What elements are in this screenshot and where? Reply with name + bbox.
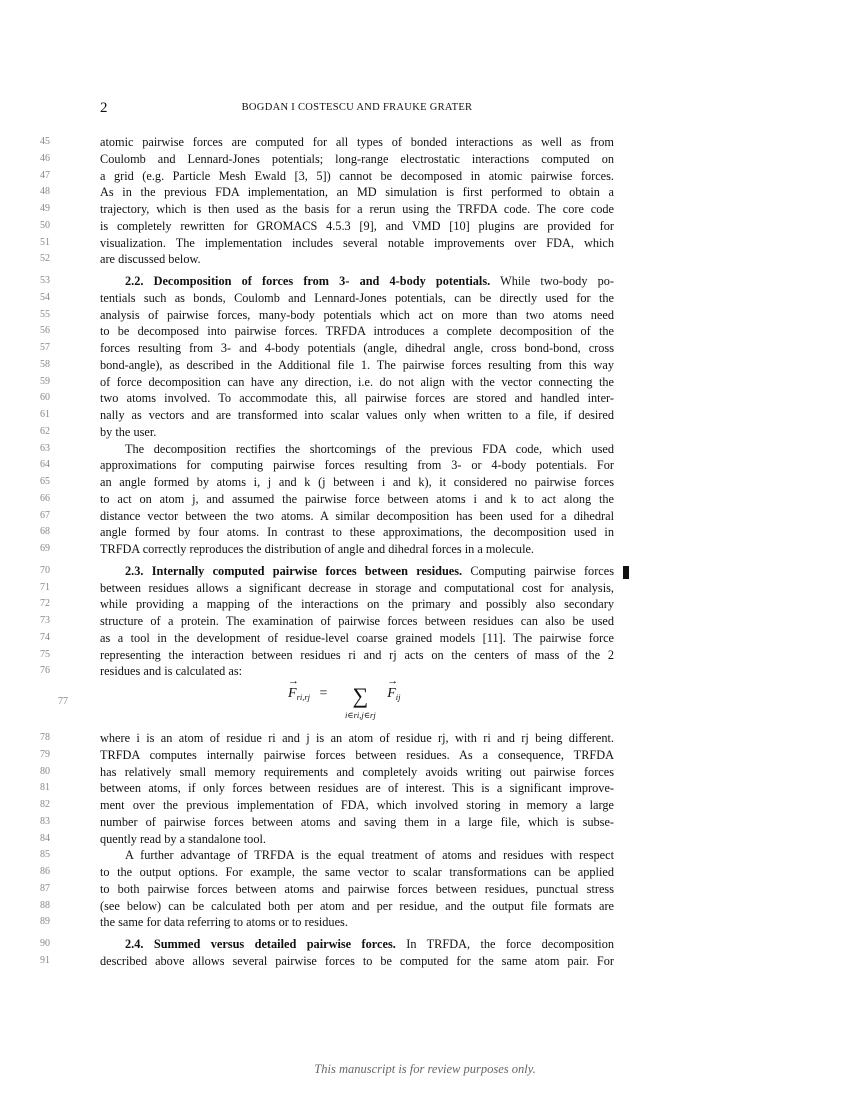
text-line: 68 angle formed by four atoms. In contrast to these approximations, the decomposition used in	[40, 525, 614, 540]
text-line: 62 by the user.	[40, 424, 157, 439]
text-line: 58 bond-angle), as described in the Additional file 1. The pairwise forces resulting from this way	[40, 357, 614, 372]
text-line: 76 residues and is calculated as:	[40, 664, 243, 679]
text-line: 88 (see below) can be calculated both per atom and per residue, and the output file formats are	[40, 898, 614, 913]
text-line: 54 tentials such as bonds, Coulomb and Lennard-Jones potentials, can be directly used for the	[40, 290, 614, 305]
text-line: 73 structure of a protein. The examination of pairwise forces between residues can also be used	[40, 614, 614, 628]
text-line: 66 to act on atom j, and assumed the pairwise force between atoms i and k to act along the	[40, 491, 614, 506]
text-line: 83 number of pairwise forces between atoms and saving them in a large file, which is subse-	[40, 814, 614, 829]
text-line: 67 distance vector between the two atoms. A similar decomposition has been used for a dihedral	[40, 508, 614, 523]
text-line: 49 trajectory, which is then used as the basis for a rerun using the TRFDA code. The core code	[40, 202, 614, 216]
sum-symbol: ∑	[352, 683, 369, 708]
text-line: 85 A further advantage of TRFDA is the equal treatment of atoms and residues with respect	[40, 848, 614, 863]
sum-subscript: i∈ri,j∈rj	[344, 710, 376, 720]
review-footer: This manuscript is for review purposes only.	[314, 1062, 536, 1076]
vector-f: → F	[288, 686, 297, 702]
vector-f: → F	[387, 686, 396, 702]
text-line: 45 atomic pairwise forces are computed for all types of bonded interactions as well as from	[40, 135, 614, 149]
text-line: 63 The decomposition rectifies the shortcomings of the previous FDA code, which used	[40, 441, 614, 456]
text-line: 48 As in the previous FDA implementation, an MD simulation is first performed to obtain a	[40, 185, 614, 200]
text-line: 81 between atoms, if only forces between residues are of interest. This is a significant improve-	[40, 781, 614, 796]
text-line: 91 described above allows several pairwise forces to be computed for the same atom pair. For	[40, 953, 614, 968]
text-line: 52 are discussed below.	[40, 252, 201, 267]
text-line: 72 while providing a mapping of the interactions on the primary and possibly also secondary	[40, 597, 614, 612]
section-heading: 2.4. Summed versus detailed pairwise forces.	[125, 937, 396, 951]
text-line: 79 TRFDA computes internally pairwise forces between residues. As a consequence, TRFDA	[40, 747, 614, 762]
text-line: 57 forces resulting from 3- and 4-body potentials (angle, dihedral angle, cross bond-bond, cross	[40, 341, 614, 355]
subscript: ri,rj	[296, 692, 311, 702]
text-line: 87 to both pairwise forces between atoms and pairwise forces between residues, punctual stress	[40, 881, 614, 896]
running-head: BOGDAN I COSTESCU AND FRAUKE GRATER	[241, 102, 473, 113]
page-header	[100, 100, 614, 118]
text-line: 51 visualization. The implementation includes several notable improvements over FDA, which	[40, 235, 614, 250]
section-heading-line: 90 2.4. Summed versus detailed pairwise forces. In TRFDA, the force decomposition	[40, 937, 614, 951]
text-line: 59 of force decomposition can have any direction, i.e. do not align with the vector connecting the	[40, 374, 614, 389]
text-line: 64 approximations for computing pairwise forces resulting from 3- or 4-body potentials. For	[40, 458, 614, 473]
text-line: 60 two atoms involved. To accommodate this, all pairwise forces are stored and handled inter-	[40, 391, 614, 406]
text-line: 61 nally as vectors and are transformed into scalar values only when written to a file, if desired	[40, 408, 614, 422]
text-line: 89 the same for data referring to atoms or to residues.	[40, 915, 348, 930]
equation: 77 → $F_{ri,rj}$ = ∑ i∈ri,j∈rj → $F_{ij}$	[100, 686, 614, 726]
section-heading: 2.2. Decomposition of forces from 3- and 4-body potentials.	[125, 274, 491, 288]
text-line: 46 Coulomb and Lennard-Jones potentials; long-range electrostatic interactions computed on	[40, 151, 614, 166]
text-line: 65 an angle formed by atoms i, j and k (j between i and k), it considered no pairwise forces	[40, 475, 614, 489]
text-line: 47 a grid (e.g. Particle Mesh Ewald [3, 5]) cannot be decomposed in atomic pairwise forces.	[40, 168, 614, 183]
section-heading-line: 70 2.3. Internally computed pairwise forces between residues. Computing pairwise forces	[100, 563, 614, 580]
text-line: 71 between residues allows a significant decrease in storage and computational cost for analysis,	[40, 580, 614, 595]
text-line: 82 ment over the previous implementation of FDA, which involved storing in memory a large	[40, 798, 614, 812]
text-line: 75 representing the interaction between residues ri and rj acts on the centers of mass of the 2	[40, 647, 614, 662]
text-line: 78 where i is an atom of residue ri and j is an atom of residue rj, with ri and rj being different.	[40, 731, 614, 745]
text-line: 84 quently read by a standalone tool.	[40, 831, 266, 846]
text-line: 74 as a tool in the development of residue-level coarse grained models [11]. The pairwise force	[40, 630, 614, 645]
text-line: 80 has relatively small memory requirements and completely avoids writing out pairwise forces	[40, 764, 614, 779]
subscript: ij	[395, 692, 401, 702]
section-heading: 2.3. Internally computed pairwise forces between residues.	[125, 563, 463, 578]
text-line: 50 is completely rewritten for GROMACS 4.5.3 [9], and VMD [10] plugins are provided for	[40, 218, 614, 233]
text-line: 69 TRFDA correctly reproduces the distribution of angle and dihedral forces in a molecule.	[40, 542, 535, 556]
text-cursor	[623, 566, 629, 579]
paper-body	[40, 134, 614, 970]
text-line: 55 analysis of pairwise forces, many-body potentials which act on more than two atoms need	[40, 307, 614, 322]
section-heading-line: 53 2.2. Decomposition of forces from 3- and 4-body potentials. While two-body po-	[40, 274, 614, 288]
text-line: 56 to be decomposed into pairwise forces. TRFDA introduces a complete decomposition of the	[40, 324, 614, 339]
page-number: 2	[100, 100, 108, 116]
text-line: 86 to the output options. For example, the same vector to scalar transformations can be applied	[40, 865, 614, 879]
equals-sign: =	[319, 686, 328, 701]
